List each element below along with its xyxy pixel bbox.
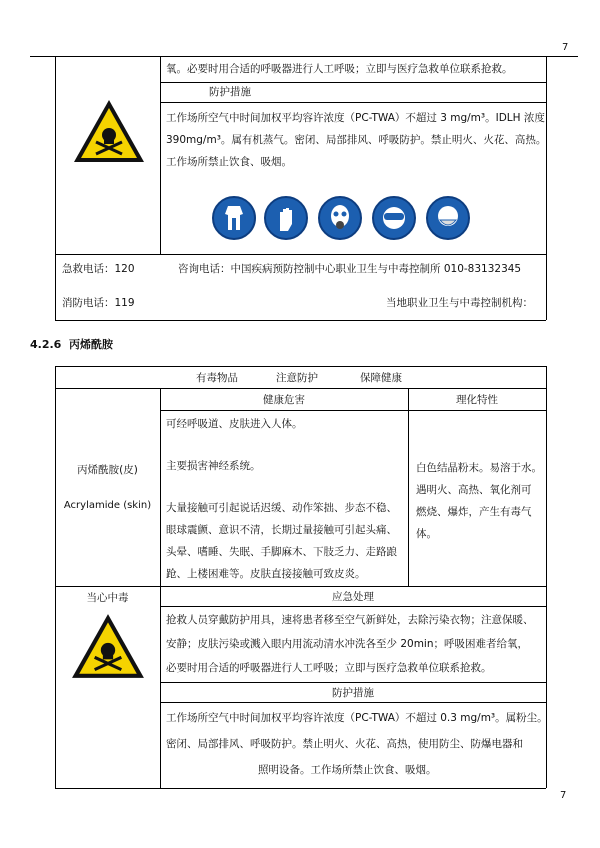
section-number: 4.2.6 [30,338,62,351]
page-number-top: 7 [562,42,569,53]
first-aid-line-3: 必要时用合适的呼吸器进行人工呼吸；立即与医疗急救单位联系抢救。 [166,662,492,674]
protection-line-1: 工作场所空气中时间加权平均容许浓度（PC-TWA）不超过 3 mg/m³。IDLH 浓度 [166,112,545,124]
section-heading [30,336,113,352]
banner-protect: 注意防护 [276,372,318,384]
banner-toxic: 有毒物品 [196,372,238,384]
first-aid-header: 应急处理 [332,591,374,603]
health-line-3: 大量接触可引起说话迟缓、动作笨拙、步态不稳、 [166,502,397,514]
toxic-warning-icon [70,612,146,680]
health-hazard-header: 健康危害 [263,394,305,406]
props-line-3: 燃烧、爆炸，产生有毒气 [416,506,532,518]
local-agency: 当地职业卫生与中毒控制机构： [386,297,533,309]
protection-line-3: 工作场所禁止饮食、吸烟。 [166,156,292,168]
warning-label: 当心中毒 [86,592,129,604]
dust-mask-icon [426,196,470,240]
props-line-4: 体。 [416,528,437,540]
safety-goggles-icon [372,196,416,240]
first-aid-line-1: 抢救人员穿戴防护用具，速将患者移至空气新鲜处，去除污染衣物；注意保暖、 [166,614,534,626]
protection-header-2: 防护措施 [332,687,374,699]
protective-gloves-icon [264,196,308,240]
fire-phone: 消防电话：119 [62,297,135,309]
health-line-4: 眼球震颤、意识不清，长期过量接触可引起头痛、 [166,524,397,536]
first-aid-tail: 氧。必要时用合适的呼吸器进行人工呼吸；立即与医疗急救单位联系抢救。 [166,63,513,75]
health-line-1: 可经呼吸道、皮肤进入人体。 [166,418,303,430]
properties-header: 理化特性 [456,394,498,406]
protective-suit-icon [212,196,256,240]
health-line-5: 头晕、嗜睡、失眠、手脚麻木、下肢乏力、走路踉 [166,546,397,558]
banner-health: 保障健康 [360,372,402,384]
protection2-line-2: 密闭、局部排风、呼吸防护。禁止明火、火花、高热，使用防尘、防爆电器和 [166,738,523,750]
first-aid-line-2: 安静；皮肤污染或溅入眼内用流动清水冲洗各至少 20min；呼吸困难者给氧， [166,638,528,650]
protection-header: 防护措施 [209,86,251,98]
protection2-line-1: 工作场所空气中时间加权平均容许浓度（PC-TWA）不超过 0.3 mg/m³。属粉尘。 [166,712,548,724]
consult-phone: 咨询电话：中国疾病预防控制中心职业卫生与中毒控制所 010-83132345 [178,263,522,275]
section-title: 丙烯酰胺 [69,338,113,351]
protection2-line-3: 照明设备。工作场所禁止饮食、吸烟。 [258,764,437,776]
emergency-phone: 急救电话：120 [62,263,135,275]
header-rule [30,56,578,57]
chemical-name-cn: 丙烯酰胺(皮) [77,464,138,476]
chemical-name-en: Acrylamide (skin) [63,500,152,511]
page-number-bottom: 7 [560,790,567,801]
gas-mask-icon [318,196,362,240]
toxic-warning-icon [72,98,146,164]
protection-line-2: 390mg/m³。属有机蒸气。密闭、局部排风、呼吸防护。禁止明火、火花、高热。 [166,134,547,146]
props-line-2: 遇明火、高热、氧化剂可 [416,484,532,496]
health-line-2: 主要损害神经系统。 [166,460,261,472]
health-line-6: 跄、上楼困难等。皮肤直接接触可致皮炎。 [166,568,366,580]
props-line-1: 白色结晶粉末。易溶于水。 [416,462,542,474]
